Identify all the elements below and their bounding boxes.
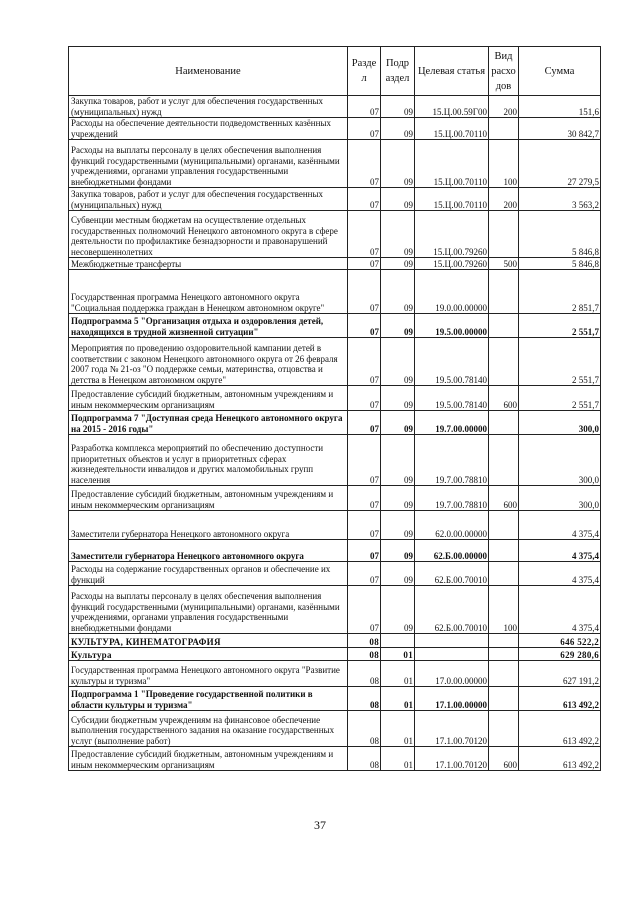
cell-amount: 613 492,2 <box>519 747 601 771</box>
cell-expense-type <box>489 540 519 562</box>
cell-target: 62.Б.00.00000 <box>415 540 489 562</box>
cell-name: Предоставление субсидий бюджетным, автономным учреждениям и иным некоммерческим организациям <box>69 386 348 411</box>
cell-amount: 2 551,7 <box>519 338 601 386</box>
header-expense-type: Вид расхо дов <box>489 47 519 96</box>
cell-subsection: 09 <box>381 586 415 634</box>
cell-subsection: 09 <box>381 562 415 586</box>
cell-expense-type <box>489 634 519 648</box>
cell-section: 07 <box>348 386 381 411</box>
cell-amount: 27 279,5 <box>519 140 601 188</box>
cell-amount: 613 492,2 <box>519 711 601 747</box>
table-row <box>69 634 601 648</box>
cell-section: 07 <box>348 435 381 486</box>
table-row <box>69 540 601 562</box>
cell-name: Подпрограмма 7 "Доступная среда Ненецкого автономного округа на 2015 - 2016 годы" <box>69 411 348 435</box>
cell-target: 17.1.00.70120 <box>415 747 489 771</box>
cell-amount: 2 551,7 <box>519 386 601 411</box>
cell-amount: 2 551,7 <box>519 314 601 338</box>
cell-subsection <box>381 634 415 648</box>
cell-expense-type <box>489 118 519 140</box>
cell-section: 08 <box>348 687 381 711</box>
cell-expense-type <box>489 648 519 661</box>
table-row <box>69 711 601 747</box>
page-number: 37 <box>314 818 326 832</box>
cell-name: Расходы на выплаты персоналу в целях обеспечения выполнения функций государственными (муниципальными) органами, казёнными учреждениями, органами управления государственными внебюджетными фондами <box>69 140 348 188</box>
cell-amount: 646 522,2 <box>519 634 601 648</box>
cell-section: 07 <box>348 540 381 562</box>
cell-target: 15.Ц.00.70110 <box>415 118 489 140</box>
cell-subsection: 09 <box>381 540 415 562</box>
cell-target: 15.Ц.00.59Г00 <box>415 96 489 118</box>
cell-subsection: 09 <box>381 270 415 314</box>
cell-name: Расходы на содержание государственных органов и обеспечение их функций <box>69 562 348 586</box>
cell-section: 07 <box>348 140 381 188</box>
cell-target: 19.7.00.00000 <box>415 411 489 435</box>
cell-section: 08 <box>348 634 381 648</box>
table-row <box>69 747 601 771</box>
cell-expense-type <box>489 270 519 314</box>
cell-amount: 627 191,2 <box>519 661 601 687</box>
cell-section: 07 <box>348 96 381 118</box>
cell-amount: 4 375,4 <box>519 511 601 540</box>
cell-amount: 613 492,2 <box>519 687 601 711</box>
cell-amount: 629 280,6 <box>519 648 601 661</box>
table-row <box>69 411 601 435</box>
cell-target: 15.Ц.00.70110 <box>415 188 489 211</box>
cell-name: Мероприятия по проведению оздоровительной кампании детей в соответствии с законом Ненецкого автономного округа от 26 февраля 2007 года № 21-оз "О поддержке семьи, материнства, отцовства и детства в Ненецком автономном округе" <box>69 338 348 386</box>
cell-name: Субсидии бюджетным учреждениям на финансовое обеспечение выполнения государственного задания на оказание государственных услуг (выполнение работ) <box>69 711 348 747</box>
cell-section: 07 <box>348 314 381 338</box>
cell-section: 07 <box>348 211 381 258</box>
cell-subsection: 01 <box>381 648 415 661</box>
table-row <box>69 96 601 118</box>
cell-name: Субвенции местным бюджетам на осуществление отдельных государственных полномочий Ненецкого автономного округа в сфере деятельности по профилактике безнадзорности и правонарушений несовершеннолетних <box>69 211 348 258</box>
table-row <box>69 486 601 511</box>
cell-amount: 4 375,4 <box>519 562 601 586</box>
cell-name: Расходы на обеспечение деятельности подведомственных казённых учреждений <box>69 118 348 140</box>
cell-subsection: 01 <box>381 661 415 687</box>
cell-expense-type: 600 <box>489 747 519 771</box>
table-row <box>69 211 601 258</box>
table-row <box>69 314 601 338</box>
cell-section: 07 <box>348 338 381 386</box>
cell-expense-type <box>489 411 519 435</box>
cell-expense-type: 100 <box>489 140 519 188</box>
cell-section: 07 <box>348 586 381 634</box>
cell-target: 19.5.00.78140 <box>415 386 489 411</box>
cell-target: 19.5.00.00000 <box>415 314 489 338</box>
cell-expense-type <box>489 562 519 586</box>
cell-subsection: 09 <box>381 96 415 118</box>
cell-name: Заместители губернатора Ненецкого автономного округа <box>69 511 348 540</box>
cell-subsection: 01 <box>381 747 415 771</box>
table-row <box>69 386 601 411</box>
cell-expense-type <box>489 435 519 486</box>
cell-name: Подпрограмма 5 "Организация отдыха и оздоровления детей, находящихся в трудной жизненной ситуации" <box>69 314 348 338</box>
cell-target <box>415 648 489 661</box>
cell-target <box>415 634 489 648</box>
cell-target: 19.5.00.78140 <box>415 338 489 386</box>
table-row <box>69 648 601 661</box>
cell-subsection: 09 <box>381 314 415 338</box>
cell-section: 07 <box>348 270 381 314</box>
cell-subsection: 09 <box>381 118 415 140</box>
header-subsection: Подр аздел <box>381 47 415 96</box>
cell-amount: 5 846,8 <box>519 258 601 270</box>
cell-expense-type: 200 <box>489 188 519 211</box>
cell-section: 07 <box>348 258 381 270</box>
table-row <box>69 140 601 188</box>
cell-amount: 4 375,4 <box>519 586 601 634</box>
cell-section: 07 <box>348 118 381 140</box>
cell-amount: 2 851,7 <box>519 270 601 314</box>
cell-target: 19.7.00.78810 <box>415 486 489 511</box>
cell-name: Разработка комплекса мероприятий по обеспечению доступности приоритетных объектов и услуг в приоритетных сферах жизнедеятельности инвалидов и других маломобильных групп населения <box>69 435 348 486</box>
cell-name: Предоставление субсидий бюджетным, автономным учреждениям и иным некоммерческим организациям <box>69 486 348 511</box>
header-name: Наименование <box>69 47 348 96</box>
cell-expense-type: 600 <box>489 486 519 511</box>
cell-subsection: 09 <box>381 140 415 188</box>
cell-expense-type <box>489 511 519 540</box>
budget-table <box>68 46 601 771</box>
header-target: Целевая статья <box>415 47 489 96</box>
cell-target: 17.0.00.00000 <box>415 661 489 687</box>
cell-section: 07 <box>348 486 381 511</box>
cell-section: 07 <box>348 188 381 211</box>
cell-expense-type <box>489 687 519 711</box>
cell-amount: 300,0 <box>519 411 601 435</box>
table-body <box>69 96 601 771</box>
cell-subsection: 09 <box>381 386 415 411</box>
cell-name: Закупка товаров, работ и услуг для обеспечения государственных (муниципальных) нужд <box>69 96 348 118</box>
cell-name: Межбюджетные трансферты <box>69 258 348 270</box>
cell-name: Расходы на выплаты персоналу в целях обеспечения выполнения функций государственными (муниципальными) органами, казёнными учреждениями, органами управления государственными внебюджетными фондами <box>69 586 348 634</box>
cell-target: 62.Б.00.70010 <box>415 586 489 634</box>
header-section: Разде л <box>348 47 381 96</box>
table-header-row <box>69 47 601 96</box>
table-row <box>69 586 601 634</box>
table-row <box>69 258 601 270</box>
cell-name: Предоставление субсидий бюджетным, автономным учреждениям и иным некоммерческим организациям <box>69 747 348 771</box>
cell-subsection: 09 <box>381 258 415 270</box>
cell-subsection: 09 <box>381 486 415 511</box>
table-row <box>69 562 601 586</box>
cell-expense-type: 600 <box>489 386 519 411</box>
cell-subsection: 09 <box>381 211 415 258</box>
cell-name: Государственная программа Ненецкого автономного округа "Развитие культуры и туризма" <box>69 661 348 687</box>
cell-section: 08 <box>348 747 381 771</box>
cell-amount: 151,6 <box>519 96 601 118</box>
cell-subsection: 01 <box>381 687 415 711</box>
cell-name: Заместители губернатора Ненецкого автономного округа <box>69 540 348 562</box>
table-row <box>69 270 601 314</box>
cell-target: 15.Ц.00.79260 <box>415 211 489 258</box>
table-row <box>69 435 601 486</box>
cell-amount: 4 375,4 <box>519 540 601 562</box>
cell-target: 15.Ц.00.70110 <box>415 140 489 188</box>
table-row <box>69 188 601 211</box>
cell-name: Подпрограмма 1 "Проведение государственной политики в области культуры и туризма" <box>69 687 348 711</box>
cell-expense-type: 100 <box>489 586 519 634</box>
cell-amount: 3 563,2 <box>519 188 601 211</box>
cell-expense-type <box>489 314 519 338</box>
cell-amount: 300,0 <box>519 486 601 511</box>
cell-name: Государственная программа Ненецкого автономного округа "Социальная поддержка граждан в Ненецком автономном округе" <box>69 270 348 314</box>
cell-amount: 30 842,7 <box>519 118 601 140</box>
cell-subsection: 09 <box>381 411 415 435</box>
cell-section: 07 <box>348 411 381 435</box>
cell-target: 19.7.00.78810 <box>415 435 489 486</box>
cell-expense-type <box>489 211 519 258</box>
cell-section: 07 <box>348 562 381 586</box>
table-row <box>69 511 601 540</box>
cell-target: 17.1.00.70120 <box>415 711 489 747</box>
cell-name: Культура <box>69 648 348 661</box>
header-amount: Сумма <box>519 47 601 96</box>
cell-target: 19.0.00.00000 <box>415 270 489 314</box>
cell-subsection: 09 <box>381 511 415 540</box>
cell-name: Закупка товаров, работ и услуг для обеспечения государственных (муниципальных) нужд <box>69 188 348 211</box>
cell-subsection: 01 <box>381 711 415 747</box>
cell-name: КУЛЬТУРА, КИНЕМАТОГРАФИЯ <box>69 634 348 648</box>
cell-target: 17.1.00.00000 <box>415 687 489 711</box>
cell-expense-type <box>489 711 519 747</box>
cell-target: 62.0.00.00000 <box>415 511 489 540</box>
cell-expense-type <box>489 661 519 687</box>
cell-section: 08 <box>348 661 381 687</box>
cell-amount: 5 846,8 <box>519 211 601 258</box>
cell-subsection: 09 <box>381 338 415 386</box>
cell-subsection: 09 <box>381 435 415 486</box>
table-row <box>69 338 601 386</box>
cell-subsection: 09 <box>381 188 415 211</box>
table-row <box>69 118 601 140</box>
cell-expense-type <box>489 338 519 386</box>
cell-section: 08 <box>348 711 381 747</box>
cell-target: 62.Б.00.70010 <box>415 562 489 586</box>
cell-section: 08 <box>348 648 381 661</box>
table-row <box>69 687 601 711</box>
table-row <box>69 661 601 687</box>
cell-section: 07 <box>348 511 381 540</box>
cell-target: 15.Ц.00.79260 <box>415 258 489 270</box>
cell-expense-type: 500 <box>489 258 519 270</box>
cell-expense-type: 200 <box>489 96 519 118</box>
cell-amount: 300,0 <box>519 435 601 486</box>
